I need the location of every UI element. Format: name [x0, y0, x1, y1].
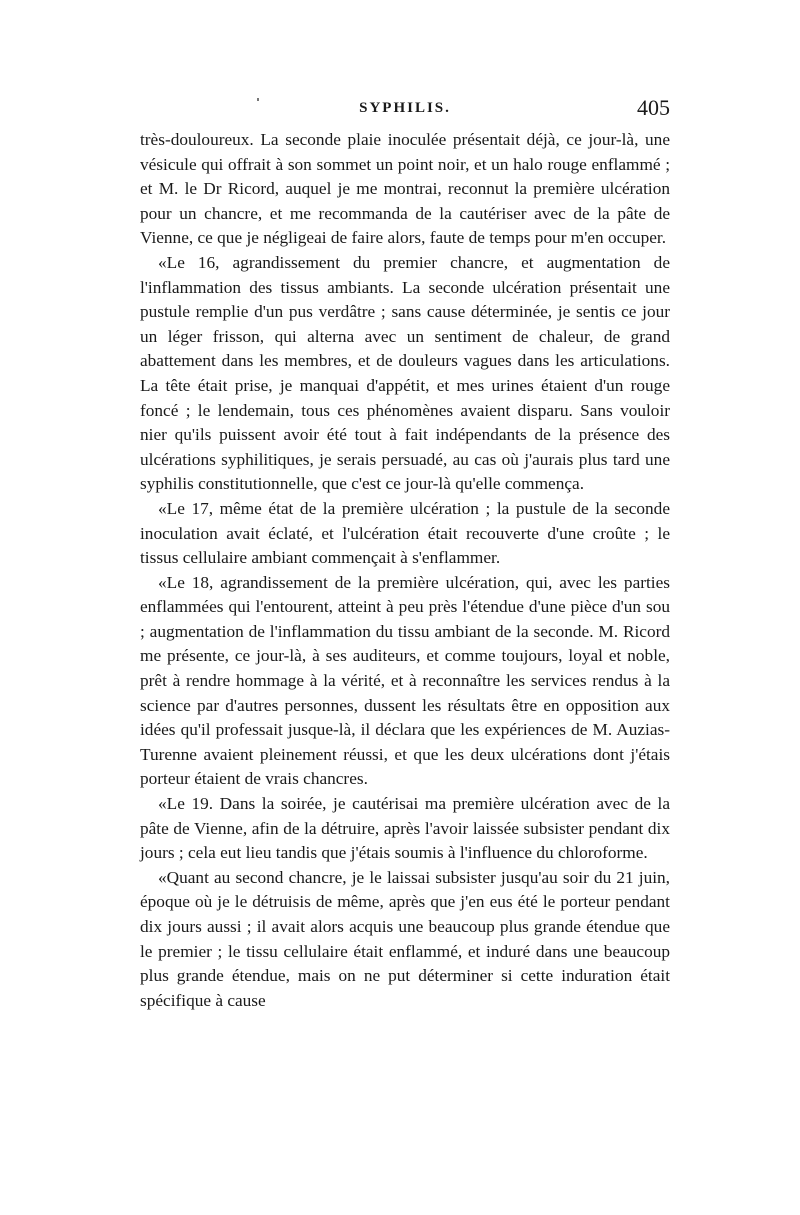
paragraph-le-19: «Le 19. Dans la soirée, je cautérisai ma première ulcération avec de la pâte de Vienne, afin de la détruire, après l'avoir laissée subsister pendant dix jours ; cela eut lieu tandis que j'étais soumis à l'influence du chloroforme.	[140, 794, 670, 863]
page-header	[140, 95, 670, 128]
paragraph-le-18: «Le 18, agrandissement de la première ulcération, qui, avec les parties enflammées qui l'entourent, atteint à peu près l'étendue d'une pièce d'un sou ; augmentation de l'inflammation du tissu ambiant de la seconde. M. Ricord me présente, ce jour-là, à ses auditeurs, et comme toujours, loyal et noble, prêt à rendre hommage à la vérité, et à reconnaître les services rendus à la science par d'autres personnes, dussent les résultats être en opposition aux idées qu'il professait jusque-là, il déclara que les expériences de M. Auzias-Turenne avaient pleinement réussi, et que les deux ulcérations dont j'étais porteur étaient de vrais chancres.	[140, 572, 670, 789]
page-number: 405	[637, 95, 670, 120]
paragraph-le-16: «Le 16, agrandissement du premier chancre, et augmentation de l'inflammation des tissus ambiants. La seconde ulcération présentait une pustule remplie d'un pus verdâtre ; sans cause déterminée, je sentis ce jour un léger frisson, qui alterna avec un sentiment de chaleur, de grand abattement dans les membres, et de douleurs vagues dans les articulations. La tête était prise, je manquai d'appétit, et mes urines étaient d'un rouge foncé ; le lendemain, tous ces phénomènes avaient disparu. Sans vouloir nier qu'ils puissent avoir été tout à fait indépendants de la présence des ulcérations syphilitiques, je serais persuadé, au cas où j'aurais plus tard une syphilis constitutionnelle, que c'est ce jour-là qu'elle commença.	[140, 252, 670, 494]
paragraph-continuation: très-douloureux. La seconde plaie inoculée présentait déjà, ce jour-là, une vésicule qui offrait à son sommet un point noir, et un halo rouge enflammé ; et M. le Dr Ricord, auquel je me montrai, reconnut la première ulcération pour un chancre, et me recommanda de la cautériser avec de la pâte de Vienne, ce que je négligeai de faire alors, faute de temps pour m'en occuper.	[140, 130, 670, 248]
paragraph-second-chancre: «Quant au second chancre, je le laissai subsister jusqu'au soir du 21 juin, époque où je le détruisis de même, après que j'en eus été le porteur pendant dix jours aussi ; il avait alors acquis une beaucoup plus grande étendue que le premier ; le tissu cellulaire était enflammé, et induré dans une beaucoup plus grande étendue, mais on ne put déterminer si cette induration était spécifique à cause	[140, 867, 670, 1010]
running-title: SYPHILIS.	[359, 100, 451, 116]
book-page	[140, 95, 670, 1013]
paragraph-le-17: «Le 17, même état de la première ulcération ; la pustule de la seconde inoculation avait éclaté, et l'ulcération était recouverte d'une croûte ; le tissus cellulaire ambiant commençait à s'enflammer.	[140, 498, 670, 568]
body-text	[140, 128, 670, 1013]
